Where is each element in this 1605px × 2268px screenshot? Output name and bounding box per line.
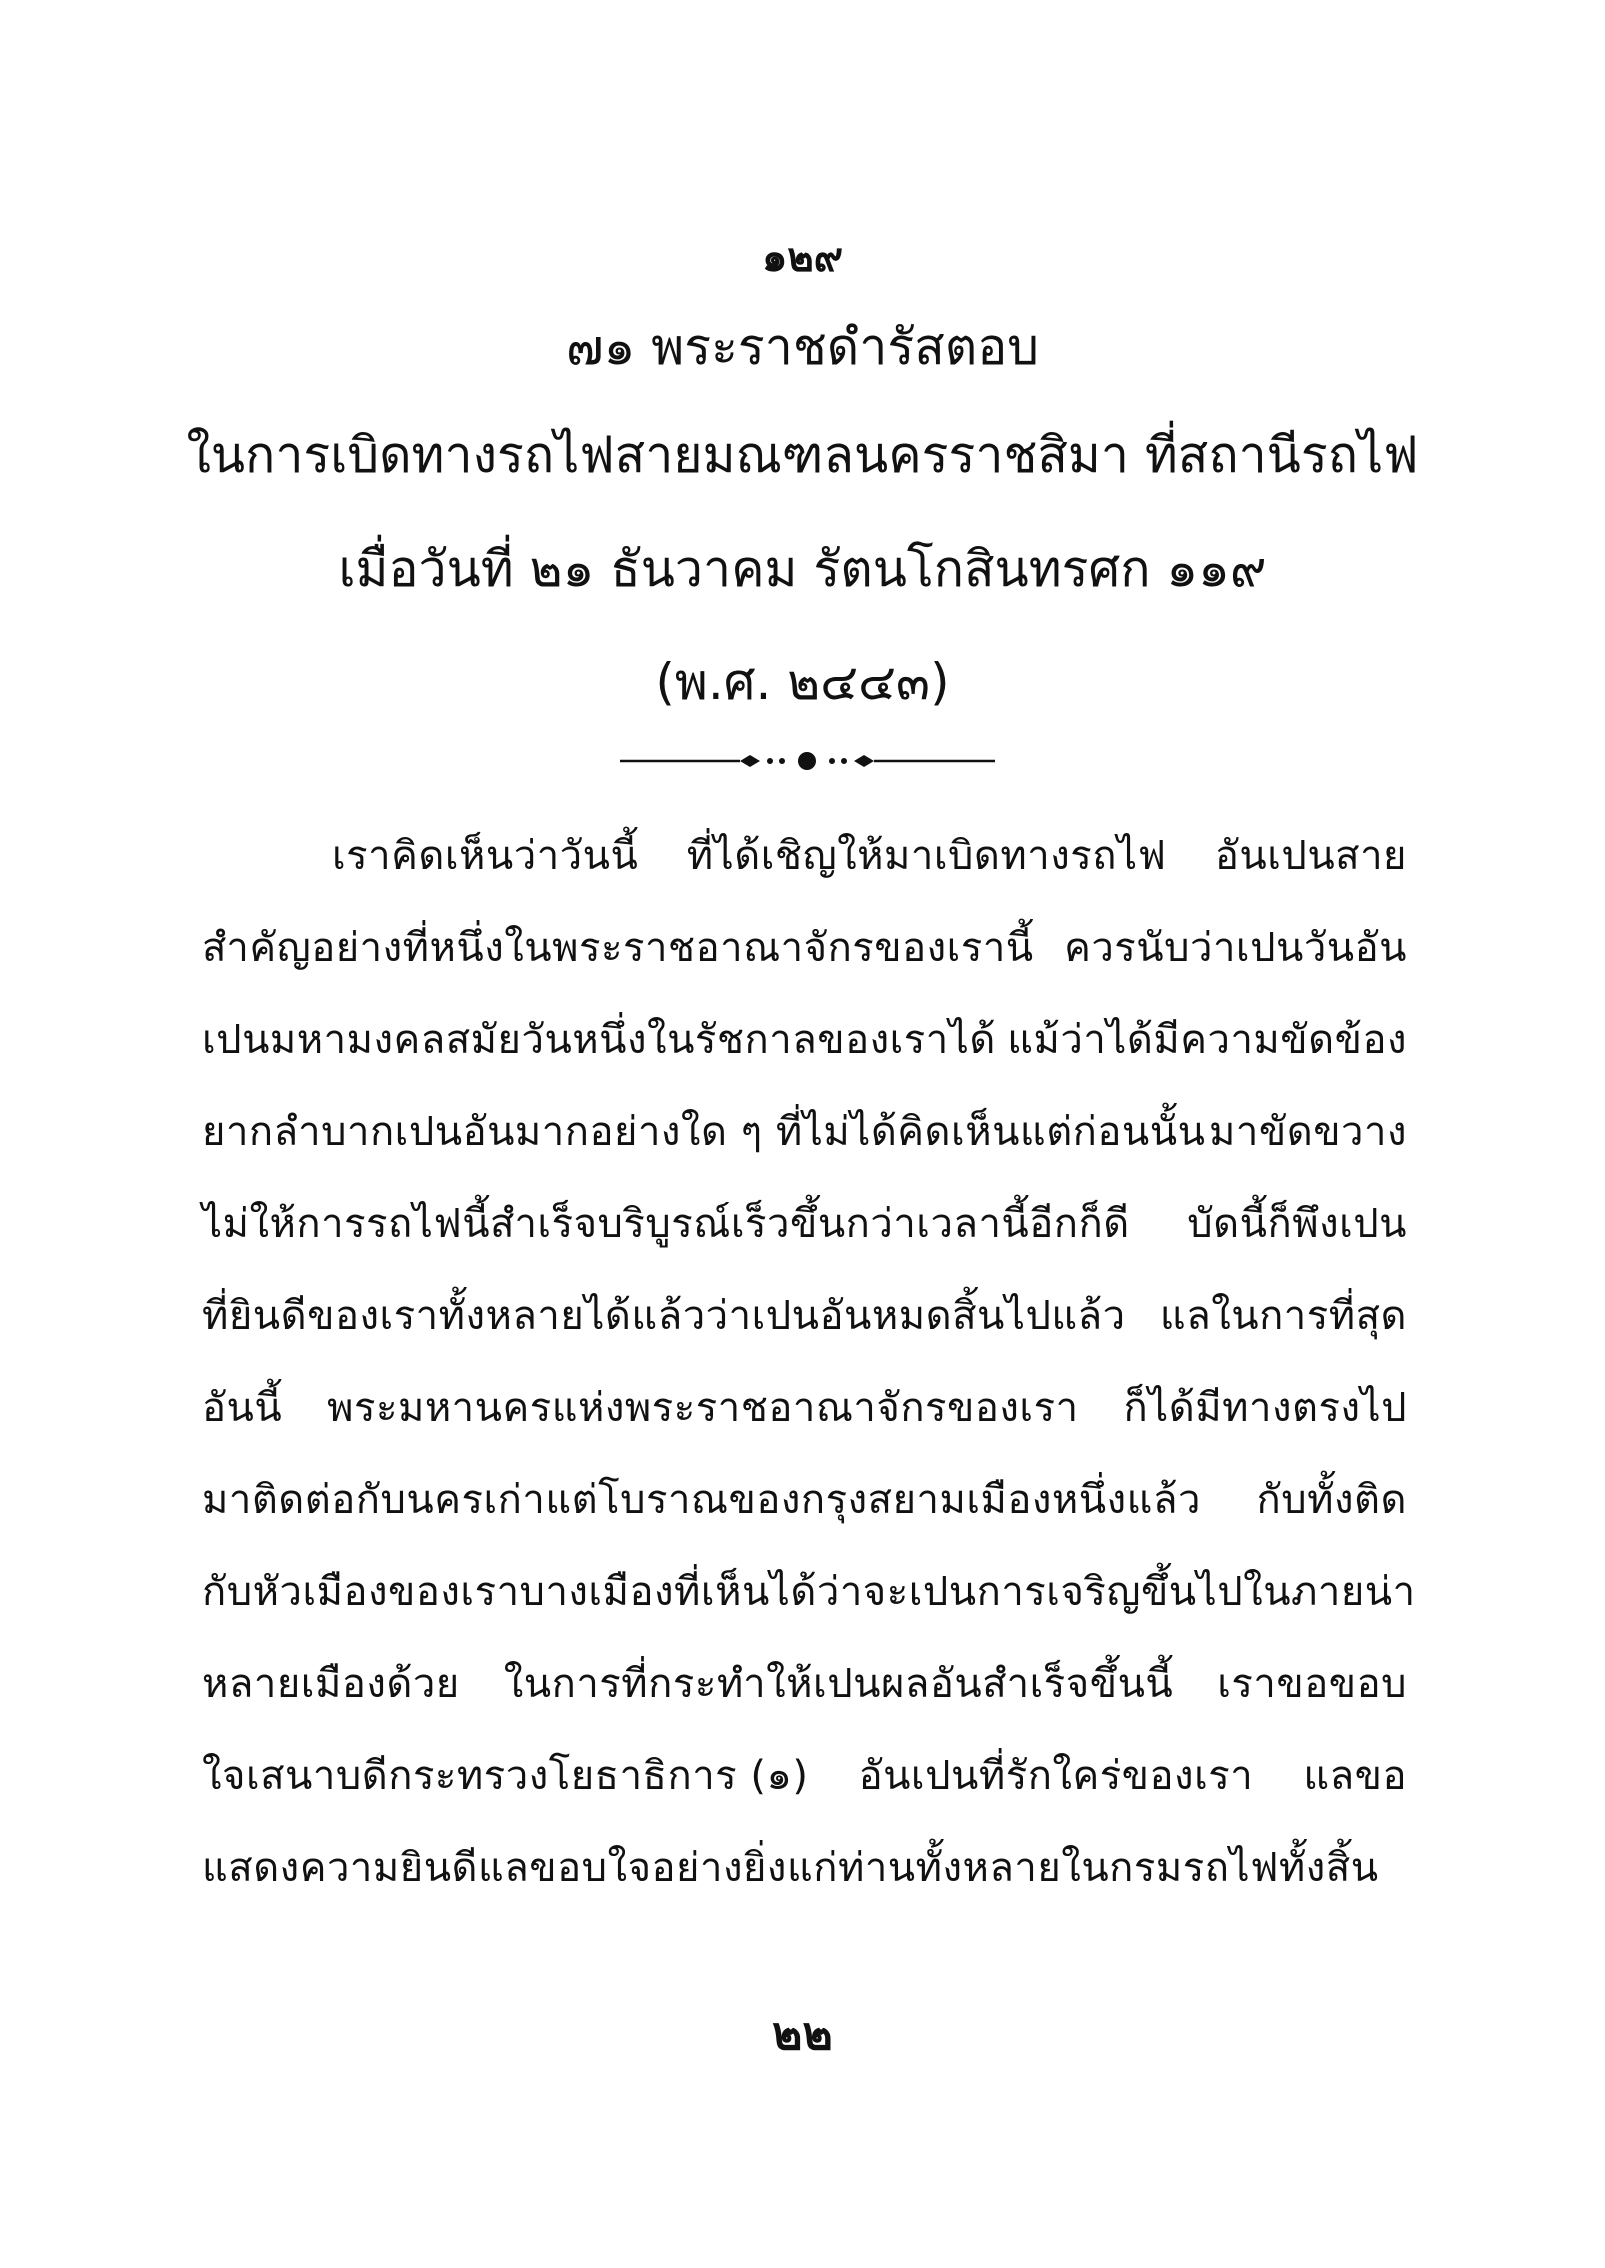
body-text: กับทั้งติด <box>1256 1477 1407 1523</box>
body-line <box>202 1730 1407 1822</box>
ornament-dot-right <box>829 758 835 764</box>
body-line <box>202 1638 1407 1730</box>
body-text: ก็ได้มีทางตรงไป <box>1123 1385 1407 1431</box>
body-text: ที่เห็นได้ว่าจะเปนการเจริญขึ้นไปในภายน่า <box>674 1569 1416 1615</box>
body-text: มาติดต่อกับนครเก่าแต่โบราณของกรุงสยามเมืองหนึ่งแล้ว <box>202 1477 1201 1523</box>
page-number-bottom: ๒๒ <box>772 2006 833 2060</box>
ornament-dot-left <box>767 758 773 764</box>
body-text: หลายเมืองด้วย <box>202 1661 460 1707</box>
body-text: เราคิดเห็นว่าวันนี้ <box>332 833 639 879</box>
ornament-diamond-right <box>854 755 874 767</box>
body-line <box>202 994 1407 1086</box>
body-text: บัดนี้ก็พึงเปน <box>1187 1201 1407 1247</box>
body-text: แสดงความยินดีแลขอบใจอย่างยิ่งแก่ท่านทั้งหลายในกรมรถไฟทั้งสิ้น <box>202 1845 1379 1891</box>
body-text: แลในการที่สุด <box>1159 1293 1407 1339</box>
body-text: ควรนับว่าเปนวันอัน <box>1064 925 1407 971</box>
body-line <box>202 810 1407 902</box>
page-number-top: ๑๒๙ <box>761 235 844 281</box>
body-text: ที่ได้เชิญให้มาเบิดทางรถไฟ <box>686 833 1167 879</box>
ornament-center-circle <box>798 752 816 770</box>
body-line <box>202 1178 1407 1270</box>
body-text: ใจเสนาบดีกระทรวงโยธาธิการ (๑) <box>202 1753 809 1799</box>
body-text: แม้ว่าได้มีความขัดข้อง <box>1007 1017 1407 1063</box>
body-text: ไม่ให้การรถไฟนี้สำเร็จบริบูรณ์เร็วขึ้นกว่าเวลานี้อีกก็ดี <box>202 1201 1130 1247</box>
body-line <box>202 1362 1407 1454</box>
body-text: อันเปนสาย <box>1214 833 1407 879</box>
body-text: พระมหานครแห่งพระราชอาณาจักรของเรา <box>327 1385 1079 1431</box>
body-text: ในการที่กระทำให้เปนผลอันสำเร็จขึ้นนี้ <box>503 1661 1174 1707</box>
ornament-diamond-left <box>740 755 760 767</box>
ornament-dot-left-2 <box>779 758 785 764</box>
body-line <box>202 1822 1407 1914</box>
body-text: เราขอขอบ <box>1217 1661 1407 1707</box>
body-line <box>202 1270 1407 1362</box>
body-text: เปนมหามงคลสมัยวันหนึ่งในรัชกาลของเราได้ <box>202 1017 996 1063</box>
body-text: อันนี้ <box>202 1385 283 1431</box>
body-text: อันเปนที่รักใคร่ของเรา <box>858 1753 1254 1799</box>
body-line <box>202 1546 1416 1638</box>
body-text: มาขัดขวาง <box>1209 1109 1407 1155</box>
body-text: แลขอ <box>1303 1753 1407 1799</box>
body-text: ที่ยินดีของเราทั้งหลายได้แล้วว่าเปนอันหมดสิ้นไปแล้ว <box>202 1293 1126 1339</box>
body-line <box>202 1086 1407 1178</box>
heading-year: (พ.ศ. ๒๔๔๓) <box>655 653 950 711</box>
heading-date: เมื่อวันที่ ๒๑ ธันวาคม รัตนโกสินทรศก ๑๑๙ <box>338 540 1267 598</box>
ornament-divider <box>620 748 995 774</box>
body-line <box>202 1454 1407 1546</box>
heading-title: ๗๑ พระราชดำรัสตอบ <box>566 318 1039 376</box>
ornament-dot-right-2 <box>841 758 847 764</box>
speech-body <box>202 810 1416 1914</box>
body-text: กับหัวเมืองของเราบางเมือง <box>202 1569 675 1615</box>
body-line <box>202 902 1407 994</box>
heading-occasion: ในการเบิดทางรถไฟสายมณฑลนครราชสิมา ที่สถานีรถไฟ <box>186 426 1419 484</box>
body-text: ยากลำบากเปนอันมากอย่างใด ๆ ที่ไม่ได้คิดเห็นแต่ก่อนนั้น <box>202 1109 1206 1155</box>
body-text: สำคัญอย่างที่หนึ่งในพระราชอาณาจักรของเรานี้ <box>202 925 1034 971</box>
